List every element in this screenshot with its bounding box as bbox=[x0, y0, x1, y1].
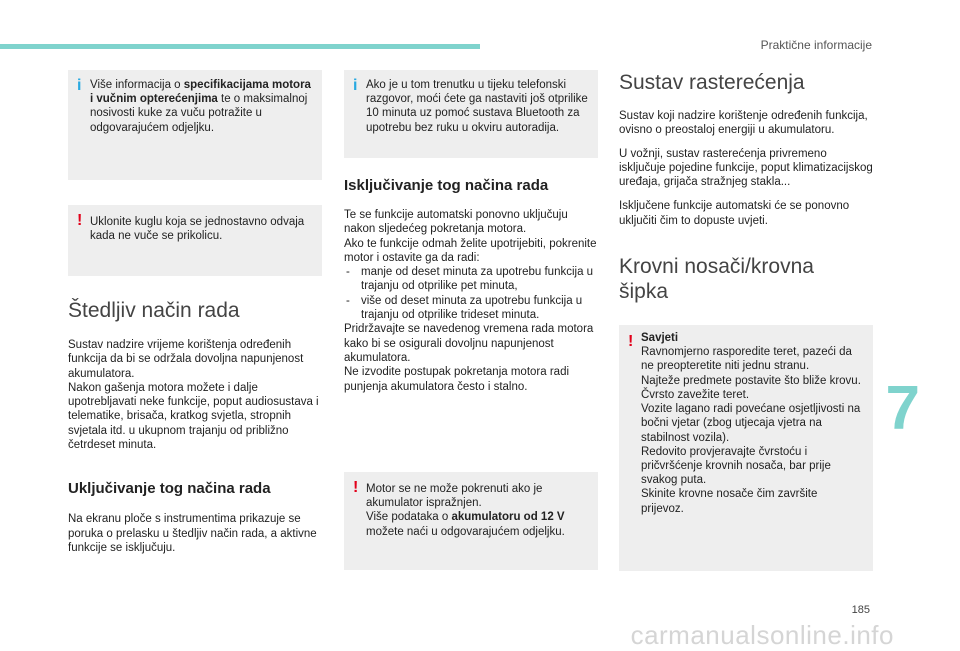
column-1 bbox=[68, 70, 322, 555]
warning-note-text-2: Više podataka o akumulatoru od 12 V možete naći u odgovarajućem odjeljku. bbox=[366, 511, 565, 538]
warning-note-text: Motor se ne može pokrenuti ako je akumulator ispražnjen. bbox=[366, 483, 543, 510]
warning-note-text: Uklonite kuglu koja se jednostavno odvaja kada ne vuče se prikolicu. bbox=[90, 216, 305, 243]
mode-off-text-3: Pridržavajte se navedenog vremena rada motora kako bi se osigurali dovoljnu napunjenost akumulatora. bbox=[344, 323, 594, 364]
column-3 bbox=[619, 70, 873, 571]
list-item: Skinite krovne nosače čim završite prijevoz. bbox=[641, 488, 818, 515]
list-item: - više od deset minuta za upotrebu funkcija u trajanju od otprilike trideset minuta. bbox=[344, 294, 598, 323]
list-item: Redovito provjeravajte čvrstoću i pričvršćenje krovnih nosača, bar prije svakog puta. bbox=[641, 445, 831, 487]
eco-text-2: Nakon gašenja motora možete i dalje upotrebljavati neke funkcije, poput audiosustava i telematike, brisača, kratkog svjetla, stropnih svjetala itd. u ukupnom trajanju od približno četrdeset minuta. bbox=[68, 381, 319, 452]
load-text-1: Sustav koji nadzire korištenje određenih funkcija, ovisno o preostaloj energiji u akumulatoru. bbox=[619, 110, 868, 137]
warning-note-roof-tips bbox=[619, 325, 873, 571]
tips-title: Savjeti bbox=[641, 332, 679, 345]
list-item: Vozite lagano radi povećane osjetljivosti na bočni vjetar (zbog utjecaja vjetra na stabilnost vozila). bbox=[641, 403, 861, 444]
list-item: Čvrsto zavežite teret. bbox=[641, 388, 750, 401]
mode-on-text: Na ekranu ploče s instrumentima prikazuje se poruka o prelasku u štedljiv način rada, a aktivne funkcije se isključuju. bbox=[68, 513, 317, 554]
info-icon: i bbox=[353, 77, 358, 94]
load-text-2: U vožnji, sustav rasterećenja privremeno isključuje pojedine funkcije, poput klimatizacijskog uređaja, grijača stražnjeg stakla... bbox=[619, 147, 873, 189]
heading-load-shedding: Sustav rasterećenja bbox=[619, 71, 805, 94]
tips-list bbox=[641, 345, 863, 515]
warning-icon: ! bbox=[628, 333, 634, 351]
page-number: 185 bbox=[851, 604, 870, 616]
warning-icon: ! bbox=[353, 479, 359, 496]
list-item: Ravnomjerno rasporedite teret, pazeći da ne preopteretite niti jednu stranu. bbox=[641, 346, 852, 373]
watermark: carmanualsonline.info bbox=[630, 620, 894, 650]
info-note-phone bbox=[344, 70, 598, 158]
warning-note-battery bbox=[344, 472, 598, 570]
mode-off-text-4: Ne izvodite postupak pokretanja motora radi punjenja akumulatora često i stalno. bbox=[344, 366, 570, 393]
mode-off-text-2: Ako te funkcije odmah želite upotrijebiti, pokrenite motor i ostavite ga da radi: bbox=[344, 237, 597, 264]
mode-off-intro: Te se funkcije automatski ponovno uključuju nakon sljedećeg pokretanja motora. bbox=[344, 209, 568, 236]
warning-note-towball bbox=[68, 205, 322, 276]
info-note-specs bbox=[68, 70, 322, 180]
heading-mode-on: Uključivanje tog načina rada bbox=[68, 480, 271, 498]
info-note-text: Više informacija o specifikacijama motora i vučnim opterećenjima te o maksimalnoj nosivosti kuke za vuču potražite u odgovarajućem odjeljku. bbox=[90, 79, 311, 134]
warning-icon: ! bbox=[77, 212, 83, 229]
section-header-title: Praktične informacije bbox=[760, 38, 872, 52]
chapter-number: 7 bbox=[885, 374, 920, 443]
heading-eco-mode: Štedljiv način rada bbox=[68, 299, 240, 322]
header-accent-bar bbox=[0, 44, 480, 49]
heading-roof-bars: Krovni nosači/krovna šipka bbox=[619, 255, 814, 304]
load-text-3: Isključene funkcije automatski će se ponovno uključiti čim to dopuste uvjeti. bbox=[619, 200, 850, 227]
info-icon: i bbox=[77, 77, 82, 94]
mode-off-list bbox=[344, 265, 598, 322]
info-note-text: Ako je u tom trenutku u tijeku telefonski razgovor, moći ćete ga nastaviti još otprilike 10 minuta uz pomoć sustava Bluetooth za upotrebu bez ruku u okviru autoradija. bbox=[366, 79, 588, 134]
list-item: Najteže predmete postavite što bliže krovu. bbox=[641, 374, 861, 387]
chapter-tab bbox=[918, 347, 960, 427]
eco-text-1: Sustav nadzire vrijeme korištenja određenih funkcija da bi se održala dovoljna napunjenost akumulatora. bbox=[68, 339, 304, 380]
heading-mode-off: Isključivanje tog načina rada bbox=[344, 177, 549, 194]
list-item: - manje od deset minuta za upotrebu funkcija u trajanju od otprilike pet minuta, bbox=[344, 265, 598, 294]
column-2 bbox=[344, 70, 598, 538]
